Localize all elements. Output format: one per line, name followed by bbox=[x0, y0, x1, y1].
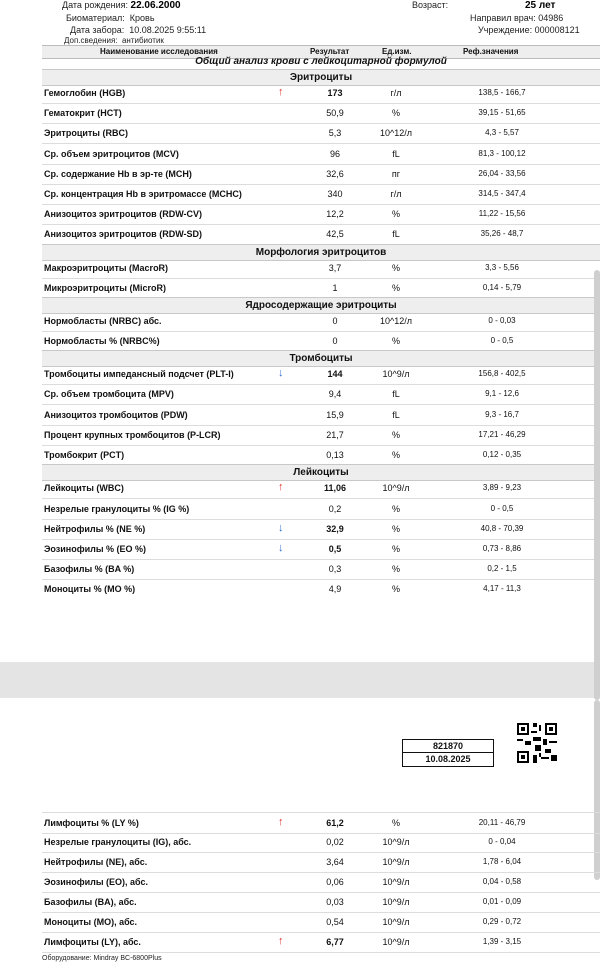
table-row bbox=[42, 123, 600, 144]
test-unit: % bbox=[391, 564, 400, 574]
test-result: 0 bbox=[332, 336, 338, 346]
test-result: 0,5 bbox=[328, 544, 342, 554]
test-ref: 35,26 - 48,7 bbox=[480, 229, 524, 238]
test-ref: 0,2 - 1,5 bbox=[487, 564, 517, 573]
test-result: 5,3 bbox=[328, 128, 342, 138]
test-ref: 3,89 - 9,23 bbox=[482, 483, 522, 492]
table-row bbox=[42, 83, 600, 104]
table-row bbox=[42, 278, 600, 299]
test-unit: 10^12/л bbox=[380, 316, 412, 326]
test-unit: % bbox=[391, 818, 400, 828]
test-name: Незрелые гранулоциты (IG), абс. bbox=[44, 837, 192, 847]
test-name: Ср. концентрация Hb в эритромассе (MCHC) bbox=[44, 189, 242, 199]
test-ref: 0,01 - 0,09 bbox=[482, 897, 522, 906]
arrow-down-icon: ↓ bbox=[278, 367, 284, 379]
table-row bbox=[42, 445, 600, 466]
test-result: 15,9 bbox=[326, 410, 344, 420]
table-row bbox=[42, 519, 600, 540]
test-result: 21,7 bbox=[326, 430, 344, 440]
test-result: 0,02 bbox=[326, 837, 344, 847]
test-result: 32,6 bbox=[326, 169, 344, 179]
test-result: 0,06 bbox=[326, 877, 344, 887]
test-name: Ср. содержание Hb в эр-те (MCH) bbox=[44, 169, 192, 179]
test-result: 1 bbox=[332, 283, 338, 293]
test-name: Анизоцитоз эритроцитов (RDW-CV) bbox=[44, 209, 203, 219]
table-row bbox=[42, 364, 600, 385]
test-unit: г/л bbox=[390, 88, 402, 98]
table-row bbox=[42, 311, 600, 332]
table-row bbox=[42, 425, 600, 446]
test-unit: 10^9/л bbox=[382, 857, 410, 867]
table-row bbox=[42, 579, 600, 599]
arrow-up-icon: ↑ bbox=[278, 816, 284, 828]
table-row bbox=[42, 204, 600, 225]
test-name: Анизоцитоз эритроцитов (RDW-SD) bbox=[44, 229, 203, 239]
test-ref: 0 - 0,5 bbox=[490, 336, 514, 345]
test-ref: 20,11 - 46,79 bbox=[478, 818, 526, 827]
column-name: Наименование исследования bbox=[100, 47, 218, 56]
table-row bbox=[42, 852, 600, 873]
birth-date: Дата рождения: 22.06.2000 bbox=[62, 0, 181, 11]
table-row bbox=[42, 405, 600, 426]
test-name: Процент крупных тромбоцитов (P-LCR) bbox=[44, 430, 221, 440]
collection-date: Дата забора: 10.08.2025 9:55:11 bbox=[70, 25, 207, 35]
table-row bbox=[42, 499, 600, 520]
table-row bbox=[42, 932, 600, 953]
test-result: 50,9 bbox=[326, 108, 344, 118]
scrollbar[interactable] bbox=[594, 270, 600, 700]
test-ref: 314,5 - 347,4 bbox=[478, 189, 526, 198]
test-ref: 3,3 - 5,56 bbox=[485, 263, 519, 272]
test-result: 61,2 bbox=[326, 818, 344, 828]
page-separator bbox=[0, 662, 600, 698]
test-ref: 0,29 - 0,72 bbox=[482, 917, 522, 926]
table-row bbox=[42, 559, 600, 580]
test-name: Лимфоциты % (LY %) bbox=[44, 818, 139, 828]
column-unit: Ед.изм. bbox=[382, 47, 412, 56]
table-row bbox=[42, 384, 600, 405]
test-result: 0,03 bbox=[326, 897, 344, 907]
test-unit: % bbox=[391, 504, 400, 514]
table-row bbox=[42, 539, 600, 560]
test-ref: 0 - 0,03 bbox=[488, 316, 516, 325]
test-unit: 10^9/л bbox=[382, 877, 410, 887]
test-unit: 10^9/л bbox=[382, 369, 410, 379]
test-ref: 0 - 0,04 bbox=[488, 837, 516, 846]
test-name: Анизоцитоз тромбоцитов (PDW) bbox=[44, 410, 188, 420]
test-ref: 0,14 - 5,79 bbox=[482, 283, 522, 292]
test-name: Эозинофилы (EO), абс. bbox=[44, 877, 148, 887]
biomaterial: Биоматериал: Кровь bbox=[66, 13, 155, 23]
test-ref: 4,17 - 11,3 bbox=[483, 584, 521, 593]
table-row bbox=[42, 892, 600, 913]
test-ref: 4,3 - 5,57 bbox=[485, 128, 519, 137]
arrow-up-icon: ↑ bbox=[278, 86, 284, 98]
column-ref: Реф.значения bbox=[463, 47, 519, 56]
test-ref: 39,15 - 51,65 bbox=[478, 108, 526, 117]
test-ref: 0,73 - 8,86 bbox=[482, 544, 522, 553]
table-row bbox=[42, 144, 600, 165]
test-result: 11,06 bbox=[323, 483, 347, 493]
test-name: Ср. объем эритроцитов (MCV) bbox=[44, 149, 179, 159]
test-name: Эозинофилы % (EO %) bbox=[44, 544, 147, 554]
test-ref: 0,12 - 0,35 bbox=[482, 450, 522, 459]
column-result: Результат bbox=[310, 47, 350, 56]
arrow-down-icon: ↓ bbox=[278, 542, 284, 554]
equipment-footer: Оборудование: Mindray BC-6800Plus bbox=[42, 955, 162, 962]
sample-date: 10.08.2025 bbox=[403, 752, 493, 765]
test-ref: 156,8 - 402,5 bbox=[478, 369, 526, 378]
test-ref: 0 - 0,5 bbox=[490, 504, 514, 513]
test-result: 12,2 bbox=[326, 209, 344, 219]
test-unit: fL bbox=[392, 149, 400, 159]
test-ref: 17,21 - 46,29 bbox=[478, 430, 526, 439]
test-unit: г/л bbox=[390, 189, 402, 199]
age-value: 25 лет bbox=[525, 0, 556, 11]
test-unit: 10^9/л bbox=[382, 937, 410, 947]
test-result: 0 bbox=[332, 316, 338, 326]
test-ref: 40,8 - 70,39 bbox=[480, 524, 524, 533]
test-ref: 1,78 - 6,04 bbox=[482, 857, 522, 866]
test-result: 3,64 bbox=[326, 857, 344, 867]
table-row bbox=[42, 872, 600, 893]
test-result: 32,9 bbox=[326, 524, 344, 534]
test-name: Гемоглобин (HGB) bbox=[44, 88, 126, 98]
test-ref: 26,04 - 33,56 bbox=[478, 169, 526, 178]
test-ref: 9,3 - 16,7 bbox=[485, 410, 519, 419]
test-name: Моноциты % (MO %) bbox=[44, 584, 136, 594]
table-row bbox=[42, 258, 600, 279]
arrow-up-icon: ↑ bbox=[278, 481, 284, 493]
test-unit: 10^9/л bbox=[382, 897, 410, 907]
test-unit: % bbox=[391, 209, 400, 219]
test-result: 340 bbox=[327, 189, 343, 199]
test-unit: % bbox=[391, 108, 400, 118]
test-unit: 10^9/л bbox=[382, 483, 410, 493]
test-name: Моноциты (MO), абс. bbox=[44, 917, 138, 927]
test-result: 0,2 bbox=[328, 504, 342, 514]
table-row bbox=[42, 832, 600, 853]
test-name: Ср. объем тромбоцита (MPV) bbox=[44, 389, 174, 399]
test-result: 173 bbox=[327, 88, 343, 98]
test-name: Микроэритроциты (MicroR) bbox=[44, 283, 166, 293]
table-row bbox=[42, 331, 600, 352]
section-leukocytes: Лейкоциты bbox=[42, 464, 600, 481]
test-result: 3,7 bbox=[328, 263, 342, 273]
age: Возраст: bbox=[412, 0, 449, 10]
test-unit: fL bbox=[392, 229, 400, 239]
test-unit: пг bbox=[391, 169, 401, 179]
test-name: Нейтрофилы (NE), абс. bbox=[44, 857, 148, 867]
test-name: Нейтрофилы % (NE %) bbox=[44, 524, 146, 534]
test-result: 4,9 bbox=[328, 584, 342, 594]
table-row bbox=[42, 184, 600, 205]
table-row bbox=[42, 912, 600, 933]
test-result: 0,54 bbox=[326, 917, 344, 927]
test-name: Нормобласты % (NRBC%) bbox=[44, 336, 160, 346]
test-name: Базофилы (BA), абс. bbox=[44, 897, 137, 907]
qr-code-graphic bbox=[517, 723, 557, 763]
test-ref: 81,3 - 100,12 bbox=[478, 149, 526, 158]
section-platelets: Тромбоциты bbox=[42, 350, 600, 367]
test-unit: 10^9/л bbox=[382, 837, 410, 847]
test-name: Макроэритроциты (MacroR) bbox=[44, 263, 169, 273]
test-ref: 1,39 - 3,15 bbox=[482, 937, 522, 946]
test-ref: 11,22 - 15,56 bbox=[478, 209, 526, 218]
test-name: Незрелые гранулоциты % (IG %) bbox=[44, 504, 190, 514]
test-unit: % bbox=[391, 524, 400, 534]
test-name: Лимфоциты (LY), абс. bbox=[44, 937, 141, 947]
sample-id-box bbox=[402, 739, 494, 767]
test-name: Гематокрит (HCT) bbox=[44, 108, 122, 118]
test-name: Эритроциты (RBC) bbox=[44, 128, 128, 138]
test-result: 42,5 bbox=[326, 229, 344, 239]
table-row bbox=[42, 164, 600, 185]
doctor: Направил врач: 04986 bbox=[470, 13, 564, 23]
table-row bbox=[42, 812, 600, 834]
test-unit: fL bbox=[392, 410, 400, 420]
table-row bbox=[42, 478, 600, 499]
section-erythrocytes: Эритроциты bbox=[42, 69, 600, 86]
test-unit: 10^12/л bbox=[380, 128, 412, 138]
institution: Учреждение: 000008121 bbox=[478, 25, 580, 35]
section-nucleated: Ядросодержащие эритроциты bbox=[42, 297, 600, 314]
test-unit: % bbox=[391, 263, 400, 273]
test-result: 96 bbox=[329, 149, 340, 159]
test-unit: % bbox=[391, 584, 400, 594]
table-row bbox=[42, 103, 600, 124]
test-name: Тромбоциты импедансный подсчет (PLT-I) bbox=[44, 369, 234, 379]
test-result: 144 bbox=[327, 369, 343, 379]
table-row bbox=[42, 224, 600, 245]
extra-info: Доп.сведения: антибиотик bbox=[64, 36, 164, 45]
test-name: Лейкоциты (WBC) bbox=[44, 483, 124, 493]
test-unit: % bbox=[391, 450, 400, 460]
test-unit: % bbox=[391, 336, 400, 346]
test-name: Тромбокрит (PCT) bbox=[44, 450, 125, 460]
test-unit: % bbox=[391, 430, 400, 440]
test-name: Нормобласты (NRBC) абс. bbox=[44, 316, 162, 326]
sample-id: 821870 bbox=[432, 741, 464, 751]
test-unit: % bbox=[391, 283, 400, 293]
arrow-down-icon: ↓ bbox=[278, 522, 284, 534]
test-ref: 9,1 - 12,6 bbox=[485, 389, 519, 398]
test-ref: 0,04 - 0,58 bbox=[482, 877, 522, 886]
report-title: Общий анализ крови с лейкоцитарной формулой bbox=[195, 56, 447, 67]
test-unit: % bbox=[391, 544, 400, 554]
test-ref: 138,5 - 166,7 bbox=[478, 88, 526, 97]
section-morphology: Морфология эритроцитов bbox=[42, 244, 600, 261]
test-result: 6,77 bbox=[326, 937, 344, 947]
test-unit: fL bbox=[392, 389, 400, 399]
test-name: Базофилы % (BA %) bbox=[44, 564, 135, 574]
test-result: 0,3 bbox=[328, 564, 342, 574]
arrow-up-icon: ↑ bbox=[278, 935, 284, 947]
test-result: 0,13 bbox=[326, 450, 344, 460]
qr-code bbox=[517, 723, 557, 763]
test-result: 9,4 bbox=[328, 389, 342, 399]
test-unit: 10^9/л bbox=[382, 917, 410, 927]
